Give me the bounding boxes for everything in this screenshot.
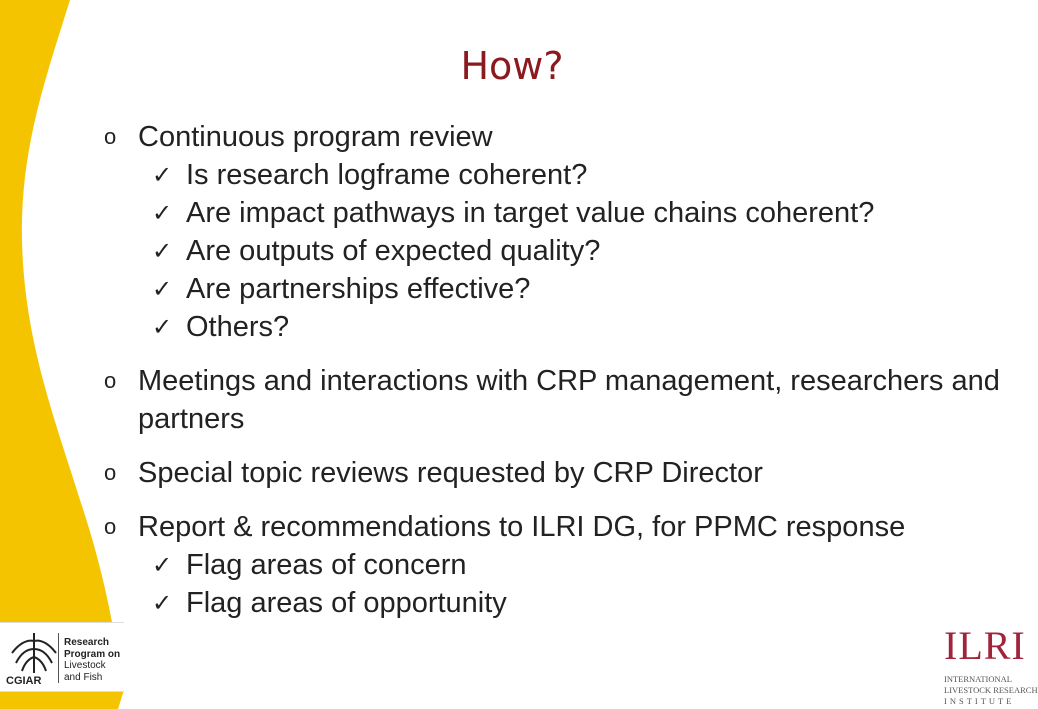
bullet-marker-icon: o	[104, 460, 117, 485]
bullet-item	[100, 118, 1000, 346]
sub-bullet-item	[138, 194, 1000, 232]
ilri-brand: ILRI	[944, 623, 1026, 668]
bullet-item	[100, 362, 1000, 438]
ilri-logo	[940, 622, 1038, 709]
checkmark-icon: ✓	[152, 199, 173, 227]
bullet-marker-icon: o	[104, 368, 117, 393]
sub-bullet-item	[138, 232, 1000, 270]
wheat-logo-icon	[4, 627, 64, 677]
bullet-marker-icon: o	[104, 124, 117, 149]
sub-bullet-text: Are impact pathways in target value chains coherent?	[186, 197, 875, 229]
sub-bullet-text: Others?	[186, 311, 290, 343]
bullet-text: Meetings and interactions with CRP management, researchers and partners	[138, 365, 1000, 435]
bullet-marker-icon: o	[104, 514, 117, 539]
ilri-full-name: INTERNATIONAL LIVESTOCK RESEARCH INSTITUTE	[944, 674, 1038, 706]
program-logo-text: Research Program on Livestock and Fish	[64, 637, 121, 683]
bullet-text: Special topic reviews requested by CRP Director	[138, 457, 763, 489]
sub-bullet-item	[138, 546, 1000, 584]
bullet-list	[100, 118, 1000, 622]
sub-bullet-item	[138, 584, 1000, 622]
sub-bullet-item	[138, 156, 1000, 194]
cgiar-livestock-fish-logo	[0, 622, 124, 692]
bullet-text: Report & recommendations to ILRI DG, for PPMC response	[138, 511, 906, 543]
checkmark-icon: ✓	[152, 551, 173, 579]
sub-bullet-text: Are partnerships effective?	[186, 273, 531, 305]
bullet-item	[100, 508, 1000, 622]
checkmark-icon: ✓	[152, 161, 173, 189]
checkmark-icon: ✓	[152, 275, 173, 303]
sub-bullet-text: Flag areas of opportunity	[186, 587, 507, 619]
sub-bullet-text: Flag areas of concern	[186, 549, 467, 581]
checkmark-icon: ✓	[152, 589, 173, 617]
sub-bullet-item	[138, 270, 1000, 308]
checkmark-icon: ✓	[152, 313, 173, 341]
checkmark-icon: ✓	[152, 237, 173, 265]
slide-title: How?	[460, 44, 564, 88]
sub-bullet-item	[138, 308, 1000, 346]
bullet-text: Continuous program review	[138, 121, 493, 153]
cgiar-brand: CGIAR	[6, 675, 42, 687]
bullet-item	[100, 454, 1000, 492]
sub-bullet-text: Are outputs of expected quality?	[186, 235, 601, 267]
sub-bullet-text: Is research logframe coherent?	[186, 159, 588, 191]
